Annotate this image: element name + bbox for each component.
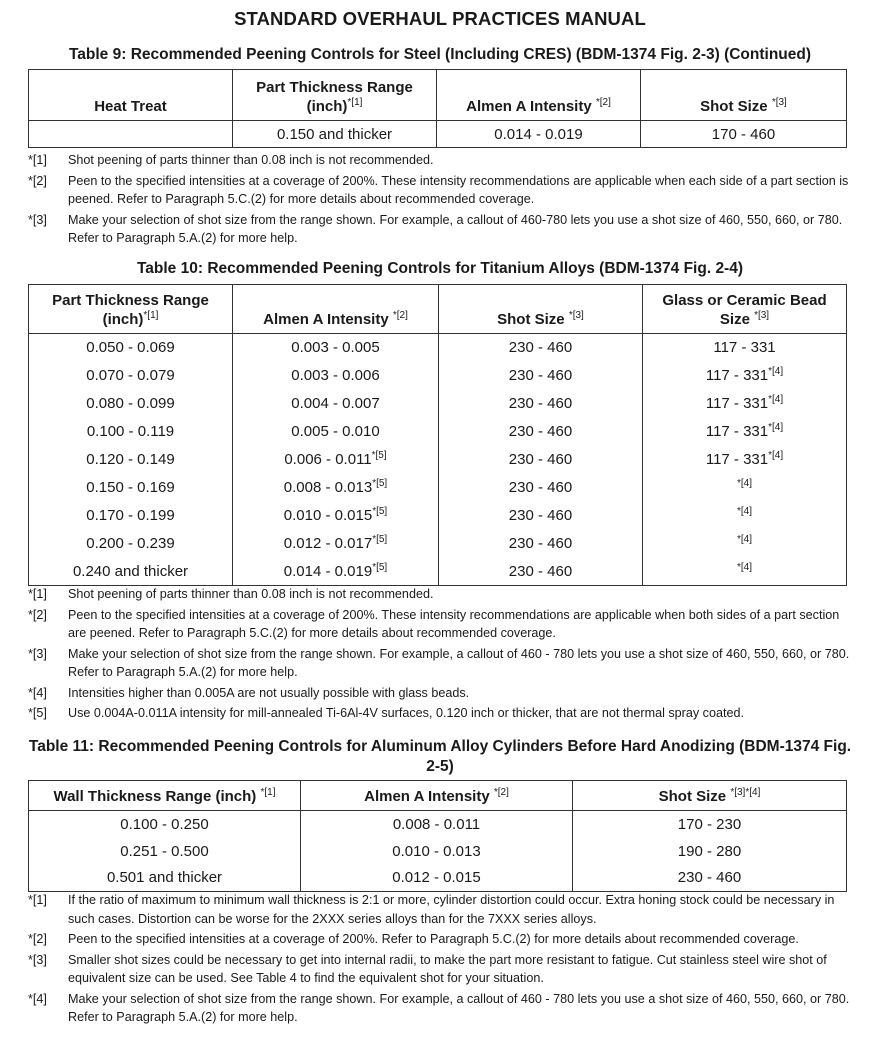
footnote: *[3] Smaller shot sizes could be necessary to get into internal radii, to make the part more resistant to fatigue. Cut stainless steel wire shot of equivalent size can be used. See Table 4 to find the equivalent shot for your situation. bbox=[28, 952, 827, 985]
table11-cell: 0.100 - 0.250 bbox=[29, 811, 301, 838]
table10-cell-intensity: 0.005 - 0.010 bbox=[233, 418, 439, 446]
table9-caption: Table 9: Recommended Peening Controls for Steel (Including CRES) (BDM-1374 Fig. 2-3) (Continued) bbox=[68, 46, 812, 63]
table9-header-heat-treat: Heat Treat bbox=[29, 70, 233, 121]
table10-cell-shot-size: 230 - 460 bbox=[439, 362, 643, 390]
table-row bbox=[29, 558, 847, 586]
table10-cell-intensity: $0.008 - 0.013^{*[5]}$ bbox=[233, 474, 439, 502]
table11-cell: 170 - 230 bbox=[573, 811, 847, 838]
table-row bbox=[29, 811, 847, 838]
table9-cell: 0.014 - 0.019 bbox=[437, 121, 641, 148]
table10-cell-bead-size: *[4] bbox=[643, 474, 847, 502]
table-row bbox=[29, 121, 847, 148]
table10-cell-shot-size: 230 - 460 bbox=[439, 418, 643, 446]
footnote: *[1] If the ratio of maximum to minimum wall thickness is 2:1 or more, cylinder distortion could occur. Extra honing stock could be necessary in such cases. Distortion can be worse for the 2XXX series alloys than for the 7XXX series alloys. bbox=[28, 893, 835, 926]
table-row bbox=[29, 838, 847, 865]
table11-cell: 0.501 and thicker bbox=[29, 865, 301, 892]
table10-caption: Table 10: Recommended Peening Controls for Titanium Alloys (BDM-1374 Fig. 2-4) bbox=[136, 260, 744, 277]
table10-cell-shot-size: 230 - 460 bbox=[439, 502, 643, 530]
table11-cell: 0.010 - 0.013 bbox=[301, 838, 573, 865]
table10-cell-bead-size: *[4] bbox=[643, 530, 847, 558]
table-row bbox=[29, 446, 847, 474]
table10-cell-bead-size: $117 - 331^{*[4]}$ bbox=[643, 418, 847, 446]
table10-cell-intensity: $0.014 - 0.019^{*[5]}$ bbox=[233, 558, 439, 586]
footnote: *[2] Peen to the specified intensities at a coverage of 200%. These intensity recommendations are applicable when both sides of a part section are peened. Refer to Paragraph 5.C.(2) for more details about recommended coverage. bbox=[28, 607, 840, 640]
manual-title: STANDARD OVERHAUL PRACTICES MANUAL bbox=[234, 8, 646, 29]
table10-cell-bead-size: *[4] bbox=[643, 502, 847, 530]
table10-cell-thickness: 0.070 - 0.079 bbox=[29, 362, 233, 390]
table9-cell: 170 - 460 bbox=[641, 121, 847, 148]
table10-cell-shot-size: 230 - 460 bbox=[439, 530, 643, 558]
table10-cell-intensity: 0.004 - 0.007 bbox=[233, 390, 439, 418]
table10-cell-intensity: $0.010 - 0.015^{*[5]}$ bbox=[233, 502, 439, 530]
footnote: *[1] Shot peening of parts thinner than 0.08 inch is not recommended. bbox=[28, 153, 434, 167]
table10-header-shot-size: Shot Size $^{*[3]}$ bbox=[439, 285, 643, 334]
table10-cell-bead-size: $117 - 331^{*[4]}$ bbox=[643, 390, 847, 418]
table9-header-shot-size: Shot Size $^{*[3]}$ bbox=[641, 70, 847, 121]
table9-notes bbox=[28, 151, 858, 250]
table-row bbox=[29, 362, 847, 390]
table10-cell-intensity: 0.003 - 0.005 bbox=[233, 334, 439, 362]
table10-cell-shot-size: 230 - 460 bbox=[439, 334, 643, 362]
table10-cell-thickness: 0.170 - 0.199 bbox=[29, 502, 233, 530]
footnote: *[3] Make your selection of shot size from the range shown. For example, a callout of 460-780 lets you use a shot size of 460, 550, 660, or 780. Refer to Paragraph 5.A.(2) for more help. bbox=[28, 212, 843, 245]
table9-header-intensity: Almen A Intensity $^{*[2]}$ bbox=[437, 70, 641, 121]
table11-notes bbox=[28, 891, 858, 1029]
table10 bbox=[28, 284, 847, 586]
table-row bbox=[29, 502, 847, 530]
table10-cell-shot-size: 230 - 460 bbox=[439, 558, 643, 586]
table9-header-thickness: Part Thickness Range (inch)$^{*[1]}$ bbox=[233, 70, 437, 121]
table10-cell-thickness: 0.050 - 0.069 bbox=[29, 334, 233, 362]
table10-cell-intensity: $0.012 - 0.017^{*[5]}$ bbox=[233, 530, 439, 558]
table-row bbox=[29, 390, 847, 418]
table11-header-shot-size: Shot Size $^{*[3]*[4]}$ bbox=[573, 781, 847, 811]
table10-header-thickness: Part Thickness Range (inch)$^{*[1]}$ bbox=[29, 285, 233, 334]
footnote: *[2] Peen to the specified intensities at a coverage of 200%. These intensity recommendations are applicable when each side of a part section is peened. Refer to Paragraph 5.C.(2) for more details about recommended coverage. bbox=[28, 173, 849, 206]
table10-cell-thickness: 0.150 - 0.169 bbox=[29, 474, 233, 502]
table10-cell-intensity: $0.006 - 0.011^{*[5]}$ bbox=[233, 446, 439, 474]
table10-cell-bead-size: 117 - 331 bbox=[643, 334, 847, 362]
table-row bbox=[29, 530, 847, 558]
table-row bbox=[29, 334, 847, 362]
table11-caption: Table 11: Recommended Peening Controls for Aluminum Alloy Cylinders Before Hard Anodizing (BDM-1374 Fig. 2-5) bbox=[28, 738, 852, 775]
table10-cell-thickness: 0.240 and thicker bbox=[29, 558, 233, 586]
table10-cell-intensity: 0.003 - 0.006 bbox=[233, 362, 439, 390]
table10-cell-bead-size: *[4] bbox=[643, 558, 847, 586]
table-row bbox=[29, 865, 847, 892]
table-row bbox=[29, 418, 847, 446]
table11-cell: 0.008 - 0.011 bbox=[301, 811, 573, 838]
table-row bbox=[29, 474, 847, 502]
footnote: *[2] Peen to the specified intensities at a coverage of 200%. Refer to Paragraph 5.C.(2) for more details about recommended coverage. bbox=[28, 932, 799, 946]
table11-header-wall-thickness: Wall Thickness Range (inch) $^{*[1]}$ bbox=[29, 781, 301, 811]
footnote: *[3] Make your selection of shot size from the range shown. For example, a callout of 460 - 780 lets you use a shot size of 460, 550, 660, or 780. Refer to Paragraph 5.A.(2) for more help. bbox=[28, 646, 850, 679]
table10-cell-thickness: 0.100 - 0.119 bbox=[29, 418, 233, 446]
table10-cell-bead-size: $117 - 331^{*[4]}$ bbox=[643, 362, 847, 390]
table10-cell-shot-size: 230 - 460 bbox=[439, 446, 643, 474]
table9 bbox=[28, 69, 847, 148]
table11-header-intensity: Almen A Intensity $^{*[2]}$ bbox=[301, 781, 573, 811]
footnote: *[5] Use 0.004A-0.011A intensity for mill-annealed Ti-6Al-4V surfaces, 0.120 inch or thicker, that are not thermal spray coated. bbox=[28, 706, 744, 720]
table11-cell: 190 - 280 bbox=[573, 838, 847, 865]
footnote: *[4] Make your selection of shot size from the range shown. For example, a callout of 460 - 780 lets you use a shot size of 460, 550, 660, or 780. Refer to Paragraph 5.A.(2) for more help. bbox=[28, 991, 850, 1024]
footnote: *[1] Shot peening of parts thinner than 0.08 inch is not recommended. bbox=[28, 587, 434, 601]
table10-header-intensity: Almen A Intensity $^{*[2]}$ bbox=[233, 285, 439, 334]
table10-cell-shot-size: 230 - 460 bbox=[439, 474, 643, 502]
footnote: *[4] Intensities higher than 0.005A are not usually possible with glass beads. bbox=[28, 685, 470, 700]
table10-cell-thickness: 0.200 - 0.239 bbox=[29, 530, 233, 558]
table10-cell-shot-size: 230 - 460 bbox=[439, 390, 643, 418]
table9-cell: 0.150 and thicker bbox=[233, 121, 437, 148]
table11-cell: 230 - 460 bbox=[573, 865, 847, 892]
table10-cell-bead-size: $117 - 331^{*[4]}$ bbox=[643, 446, 847, 474]
table10-notes bbox=[28, 585, 858, 725]
table11-cell: 0.251 - 0.500 bbox=[29, 838, 301, 865]
table11-cell: 0.012 - 0.015 bbox=[301, 865, 573, 892]
table11 bbox=[28, 780, 847, 892]
table9-cell bbox=[29, 121, 233, 148]
table10-cell-thickness: 0.080 - 0.099 bbox=[29, 390, 233, 418]
table10-header-bead-size: Glass or Ceramic Bead Size $^{*[3]}$ bbox=[643, 285, 847, 334]
table10-cell-thickness: 0.120 - 0.149 bbox=[29, 446, 233, 474]
